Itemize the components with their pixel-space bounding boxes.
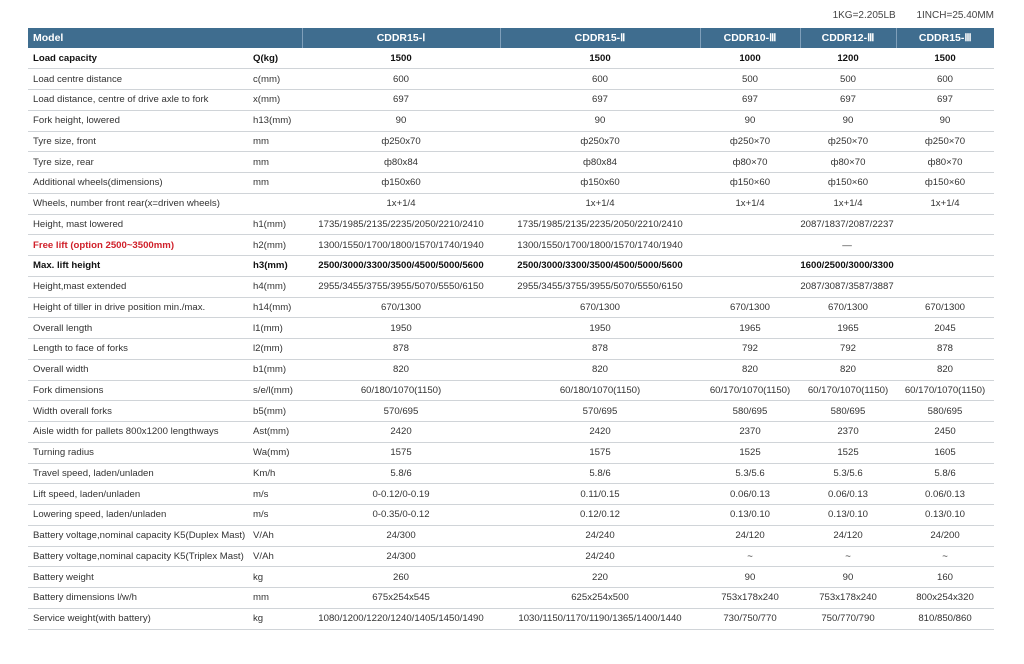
value-col4: 820 (800, 359, 896, 380)
value-col1: ф150x60 (302, 173, 500, 194)
value-col3-5-merged: — (700, 235, 994, 256)
value-col5: 878 (896, 339, 994, 360)
row-unit: mm (250, 173, 302, 194)
value-col1: 24/300 (302, 546, 500, 567)
row-label: Wheels, number front rear(x=driven wheels) (28, 193, 250, 214)
table-row (28, 214, 994, 235)
value-col2: ф80x84 (500, 152, 700, 173)
row-label: Height of tiller in drive position min./max. (28, 297, 250, 318)
value-col4: 0.13/0.10 (800, 505, 896, 526)
value-col5: 580/695 (896, 401, 994, 422)
row-label: Turning radius (28, 442, 250, 463)
row-unit: mm (250, 152, 302, 173)
table-row (28, 276, 994, 297)
table-row (28, 525, 994, 546)
value-col1: ф250x70 (302, 131, 500, 152)
value-col4: 90 (800, 110, 896, 131)
row-unit: mm (250, 131, 302, 152)
value-col5: 5.8/6 (896, 463, 994, 484)
row-label: Aisle width for pallets 800x1200 lengthways (28, 422, 250, 443)
inch-conversion: 1INCH=25.40MM (916, 10, 994, 21)
value-col3: 730/750/770 (700, 608, 800, 629)
table-row (28, 380, 994, 401)
table-row (28, 546, 994, 567)
row-unit: m/s (250, 484, 302, 505)
value-col4: 697 (800, 90, 896, 111)
table-row (28, 235, 994, 256)
table-row (28, 442, 994, 463)
value-col2: 2955/3455/3755/3955/5070/5550/6150 (500, 276, 700, 297)
value-col1: 600 (302, 69, 500, 90)
table-row (28, 463, 994, 484)
value-col4: 60/170/1070(1150) (800, 380, 896, 401)
row-unit (250, 193, 302, 214)
value-col2: 60/180/1070(1150) (500, 380, 700, 401)
row-unit: Wa(mm) (250, 442, 302, 463)
row-unit: h13(mm) (250, 110, 302, 131)
value-col2: 570/695 (500, 401, 700, 422)
value-col1: 1300/1550/1700/1800/1570/1740/1940 (302, 235, 500, 256)
value-col2: 220 (500, 567, 700, 588)
value-col4: 1x+1/4 (800, 193, 896, 214)
row-label: Load centre distance (28, 69, 250, 90)
value-col4: 580/695 (800, 401, 896, 422)
row-unit: m/s (250, 505, 302, 526)
row-unit: mm (250, 588, 302, 609)
table-row (28, 401, 994, 422)
value-col3: 1525 (700, 442, 800, 463)
value-col3: 820 (700, 359, 800, 380)
table-row (28, 588, 994, 609)
value-col4: 24/120 (800, 525, 896, 546)
value-col2: 1735/1985/2135/2235/2050/2210/2410 (500, 214, 700, 235)
row-label: Battery dimensions l/w/h (28, 588, 250, 609)
kg-conversion: 1KG=2.205LB (832, 10, 896, 21)
value-col4: 750/770/790 (800, 608, 896, 629)
value-col5: 820 (896, 359, 994, 380)
table-row (28, 131, 994, 152)
row-unit: h4(mm) (250, 276, 302, 297)
value-col3: ф150×60 (700, 173, 800, 194)
value-col1: 2500/3000/3300/3500/4500/5000/5600 (302, 256, 500, 277)
table-row (28, 339, 994, 360)
value-col5: ~ (896, 546, 994, 567)
value-col4: 90 (800, 567, 896, 588)
value-col1: 670/1300 (302, 297, 500, 318)
row-unit: Ast(mm) (250, 422, 302, 443)
value-col4: 500 (800, 69, 896, 90)
value-col5: 1500 (896, 48, 994, 69)
value-col3: 1965 (700, 318, 800, 339)
value-col2: 1x+1/4 (500, 193, 700, 214)
value-col4: ф250×70 (800, 131, 896, 152)
value-col3: 0.06/0.13 (700, 484, 800, 505)
table-row (28, 608, 994, 629)
row-unit: x(mm) (250, 90, 302, 111)
value-col5: 1605 (896, 442, 994, 463)
value-col5: ф80×70 (896, 152, 994, 173)
value-col4: 5.3/5.6 (800, 463, 896, 484)
row-unit: kg (250, 608, 302, 629)
row-label: Battery voltage,nominal capacity K5(Triplex Mast) (28, 546, 250, 567)
table-row (28, 256, 994, 277)
value-col3: 1x+1/4 (700, 193, 800, 214)
value-col2: 600 (500, 69, 700, 90)
row-label: Additional wheels(dimensions) (28, 173, 250, 194)
value-col5: 697 (896, 90, 994, 111)
value-col1: 1575 (302, 442, 500, 463)
table-row (28, 110, 994, 131)
value-col1: 1080/1200/1220/1240/1405/1450/1490 (302, 608, 500, 629)
value-col3-5-merged: 1600/2500/3000/3300 (700, 256, 994, 277)
table-row (28, 48, 994, 69)
value-col5: ф250×70 (896, 131, 994, 152)
row-unit: Q(kg) (250, 48, 302, 69)
row-label: Height, mast lowered (28, 214, 250, 235)
value-col1: 1500 (302, 48, 500, 69)
value-col4: 670/1300 (800, 297, 896, 318)
value-col1: 60/180/1070(1150) (302, 380, 500, 401)
table-row (28, 318, 994, 339)
row-label: Length to face of forks (28, 339, 250, 360)
value-col3: 90 (700, 110, 800, 131)
row-label: Battery weight (28, 567, 250, 588)
value-col4: 792 (800, 339, 896, 360)
value-col2: 0.11/0.15 (500, 484, 700, 505)
value-col3: 0.13/0.10 (700, 505, 800, 526)
value-col2: 2500/3000/3300/3500/4500/5000/5600 (500, 256, 700, 277)
value-col1: 2955/3455/3755/3955/5070/5550/6150 (302, 276, 500, 297)
value-col1: 697 (302, 90, 500, 111)
value-col2: 1300/1550/1700/1800/1570/1740/1940 (500, 235, 700, 256)
value-col4: 1965 (800, 318, 896, 339)
value-col1: 1950 (302, 318, 500, 339)
value-col5: 2045 (896, 318, 994, 339)
value-col5: 600 (896, 69, 994, 90)
value-col1: 1735/1985/2135/2235/2050/2210/2410 (302, 214, 500, 235)
row-unit: V/Ah (250, 525, 302, 546)
value-col5: 0.13/0.10 (896, 505, 994, 526)
value-col3: 2370 (700, 422, 800, 443)
header-col1: CDDR15-Ⅰ (302, 28, 500, 48)
table-row (28, 69, 994, 90)
value-col3: 1000 (700, 48, 800, 69)
value-col3: 792 (700, 339, 800, 360)
row-label: Height,mast extended (28, 276, 250, 297)
value-col5: 810/850/860 (896, 608, 994, 629)
value-col3: 24/120 (700, 525, 800, 546)
header-model: Model (28, 28, 302, 48)
value-col1: 5.8/6 (302, 463, 500, 484)
value-col4: ~ (800, 546, 896, 567)
value-col1: 570/695 (302, 401, 500, 422)
value-col5: ф150×60 (896, 173, 994, 194)
value-col1: 2420 (302, 422, 500, 443)
table-row (28, 173, 994, 194)
row-label: Tyre size, rear (28, 152, 250, 173)
value-col5: 60/170/1070(1150) (896, 380, 994, 401)
value-col2: 2420 (500, 422, 700, 443)
value-col5: 670/1300 (896, 297, 994, 318)
value-col2: 1500 (500, 48, 700, 69)
value-col2: ф150x60 (500, 173, 700, 194)
value-col4: 0.06/0.13 (800, 484, 896, 505)
row-unit: l2(mm) (250, 339, 302, 360)
value-col2: 1575 (500, 442, 700, 463)
value-col1: 675x254x545 (302, 588, 500, 609)
value-col4: ф80×70 (800, 152, 896, 173)
value-col2: 24/240 (500, 546, 700, 567)
table-row (28, 297, 994, 318)
value-col2: 0.12/0.12 (500, 505, 700, 526)
value-col4: 1200 (800, 48, 896, 69)
row-unit: h2(mm) (250, 235, 302, 256)
value-col2: ф250x70 (500, 131, 700, 152)
value-col3: 5.3/5.6 (700, 463, 800, 484)
value-col2: 625x254x500 (500, 588, 700, 609)
value-col4: 2370 (800, 422, 896, 443)
value-col5: 0.06/0.13 (896, 484, 994, 505)
row-label: Width overall forks (28, 401, 250, 422)
value-col2: 878 (500, 339, 700, 360)
value-col3: ф250×70 (700, 131, 800, 152)
row-label: Lift speed, laden/unladen (28, 484, 250, 505)
value-col4: 1525 (800, 442, 896, 463)
row-label: Service weight(with battery) (28, 608, 250, 629)
value-col1: 0-0.12/0-0.19 (302, 484, 500, 505)
value-col1: 878 (302, 339, 500, 360)
row-label: Fork height, lowered (28, 110, 250, 131)
row-label: Travel speed, laden/unladen (28, 463, 250, 484)
value-col5: 24/200 (896, 525, 994, 546)
value-col3: 753x178x240 (700, 588, 800, 609)
value-col4: ф150×60 (800, 173, 896, 194)
value-col3: 580/695 (700, 401, 800, 422)
value-col2: 1030/1150/1170/1190/1365/1400/1440 (500, 608, 700, 629)
value-col5: 90 (896, 110, 994, 131)
table-row (28, 193, 994, 214)
table-header (28, 28, 994, 48)
value-col5: 160 (896, 567, 994, 588)
value-col5: 800x254x320 (896, 588, 994, 609)
value-col3: 500 (700, 69, 800, 90)
row-unit: Km/h (250, 463, 302, 484)
value-col3: 60/170/1070(1150) (700, 380, 800, 401)
row-unit: V/Ah (250, 546, 302, 567)
row-label: Overall length (28, 318, 250, 339)
row-label: Fork dimensions (28, 380, 250, 401)
value-col5: 1x+1/4 (896, 193, 994, 214)
table-row (28, 422, 994, 443)
row-label: Load distance, centre of drive axle to fork (28, 90, 250, 111)
value-col2: 5.8/6 (500, 463, 700, 484)
value-col2: 1950 (500, 318, 700, 339)
row-unit: l1(mm) (250, 318, 302, 339)
table-row (28, 505, 994, 526)
row-unit: h14(mm) (250, 297, 302, 318)
row-unit: b1(mm) (250, 359, 302, 380)
value-col2: 90 (500, 110, 700, 131)
row-label: Battery voltage,nominal capacity K5(Duplex Mast) (28, 525, 250, 546)
value-col4: 753x178x240 (800, 588, 896, 609)
value-col1: 260 (302, 567, 500, 588)
value-col3: ~ (700, 546, 800, 567)
table-row (28, 359, 994, 380)
row-unit: s/e/l(mm) (250, 380, 302, 401)
header-col4: CDDR12-Ⅲ (800, 28, 896, 48)
row-unit: c(mm) (250, 69, 302, 90)
table-row (28, 152, 994, 173)
value-col1: 0-0.35/0-0.12 (302, 505, 500, 526)
value-col3-5-merged: 2087/1837/2087/2237 (700, 214, 994, 235)
unit-conversion-note (815, 10, 994, 21)
table-row (28, 90, 994, 111)
row-label: Tyre size, front (28, 131, 250, 152)
value-col2: 820 (500, 359, 700, 380)
value-col3: ф80×70 (700, 152, 800, 173)
row-label: Free lift (option 2500~3500mm) (28, 235, 250, 256)
value-col1: ф80x84 (302, 152, 500, 173)
row-label: Max. lift height (28, 256, 250, 277)
value-col1: 90 (302, 110, 500, 131)
value-col3: 697 (700, 90, 800, 111)
value-col5: 2450 (896, 422, 994, 443)
header-col3: CDDR10-Ⅲ (700, 28, 800, 48)
header-col2: CDDR15-Ⅱ (500, 28, 700, 48)
row-unit: b5(mm) (250, 401, 302, 422)
value-col3-5-merged: 2087/3087/3587/3887 (700, 276, 994, 297)
row-unit: kg (250, 567, 302, 588)
table-row (28, 484, 994, 505)
row-label: Load capacity (28, 48, 250, 69)
value-col1: 820 (302, 359, 500, 380)
row-label: Overall width (28, 359, 250, 380)
spec-table (28, 28, 994, 630)
row-unit: h1(mm) (250, 214, 302, 235)
value-col2: 697 (500, 90, 700, 111)
value-col1: 1x+1/4 (302, 193, 500, 214)
row-unit: h3(mm) (250, 256, 302, 277)
value-col3: 90 (700, 567, 800, 588)
table-row (28, 567, 994, 588)
value-col2: 24/240 (500, 525, 700, 546)
row-label: Lowering speed, laden/unladen (28, 505, 250, 526)
header-col5: CDDR15-Ⅲ (918, 32, 972, 44)
value-col2: 670/1300 (500, 297, 700, 318)
value-col3: 670/1300 (700, 297, 800, 318)
value-col1: 24/300 (302, 525, 500, 546)
